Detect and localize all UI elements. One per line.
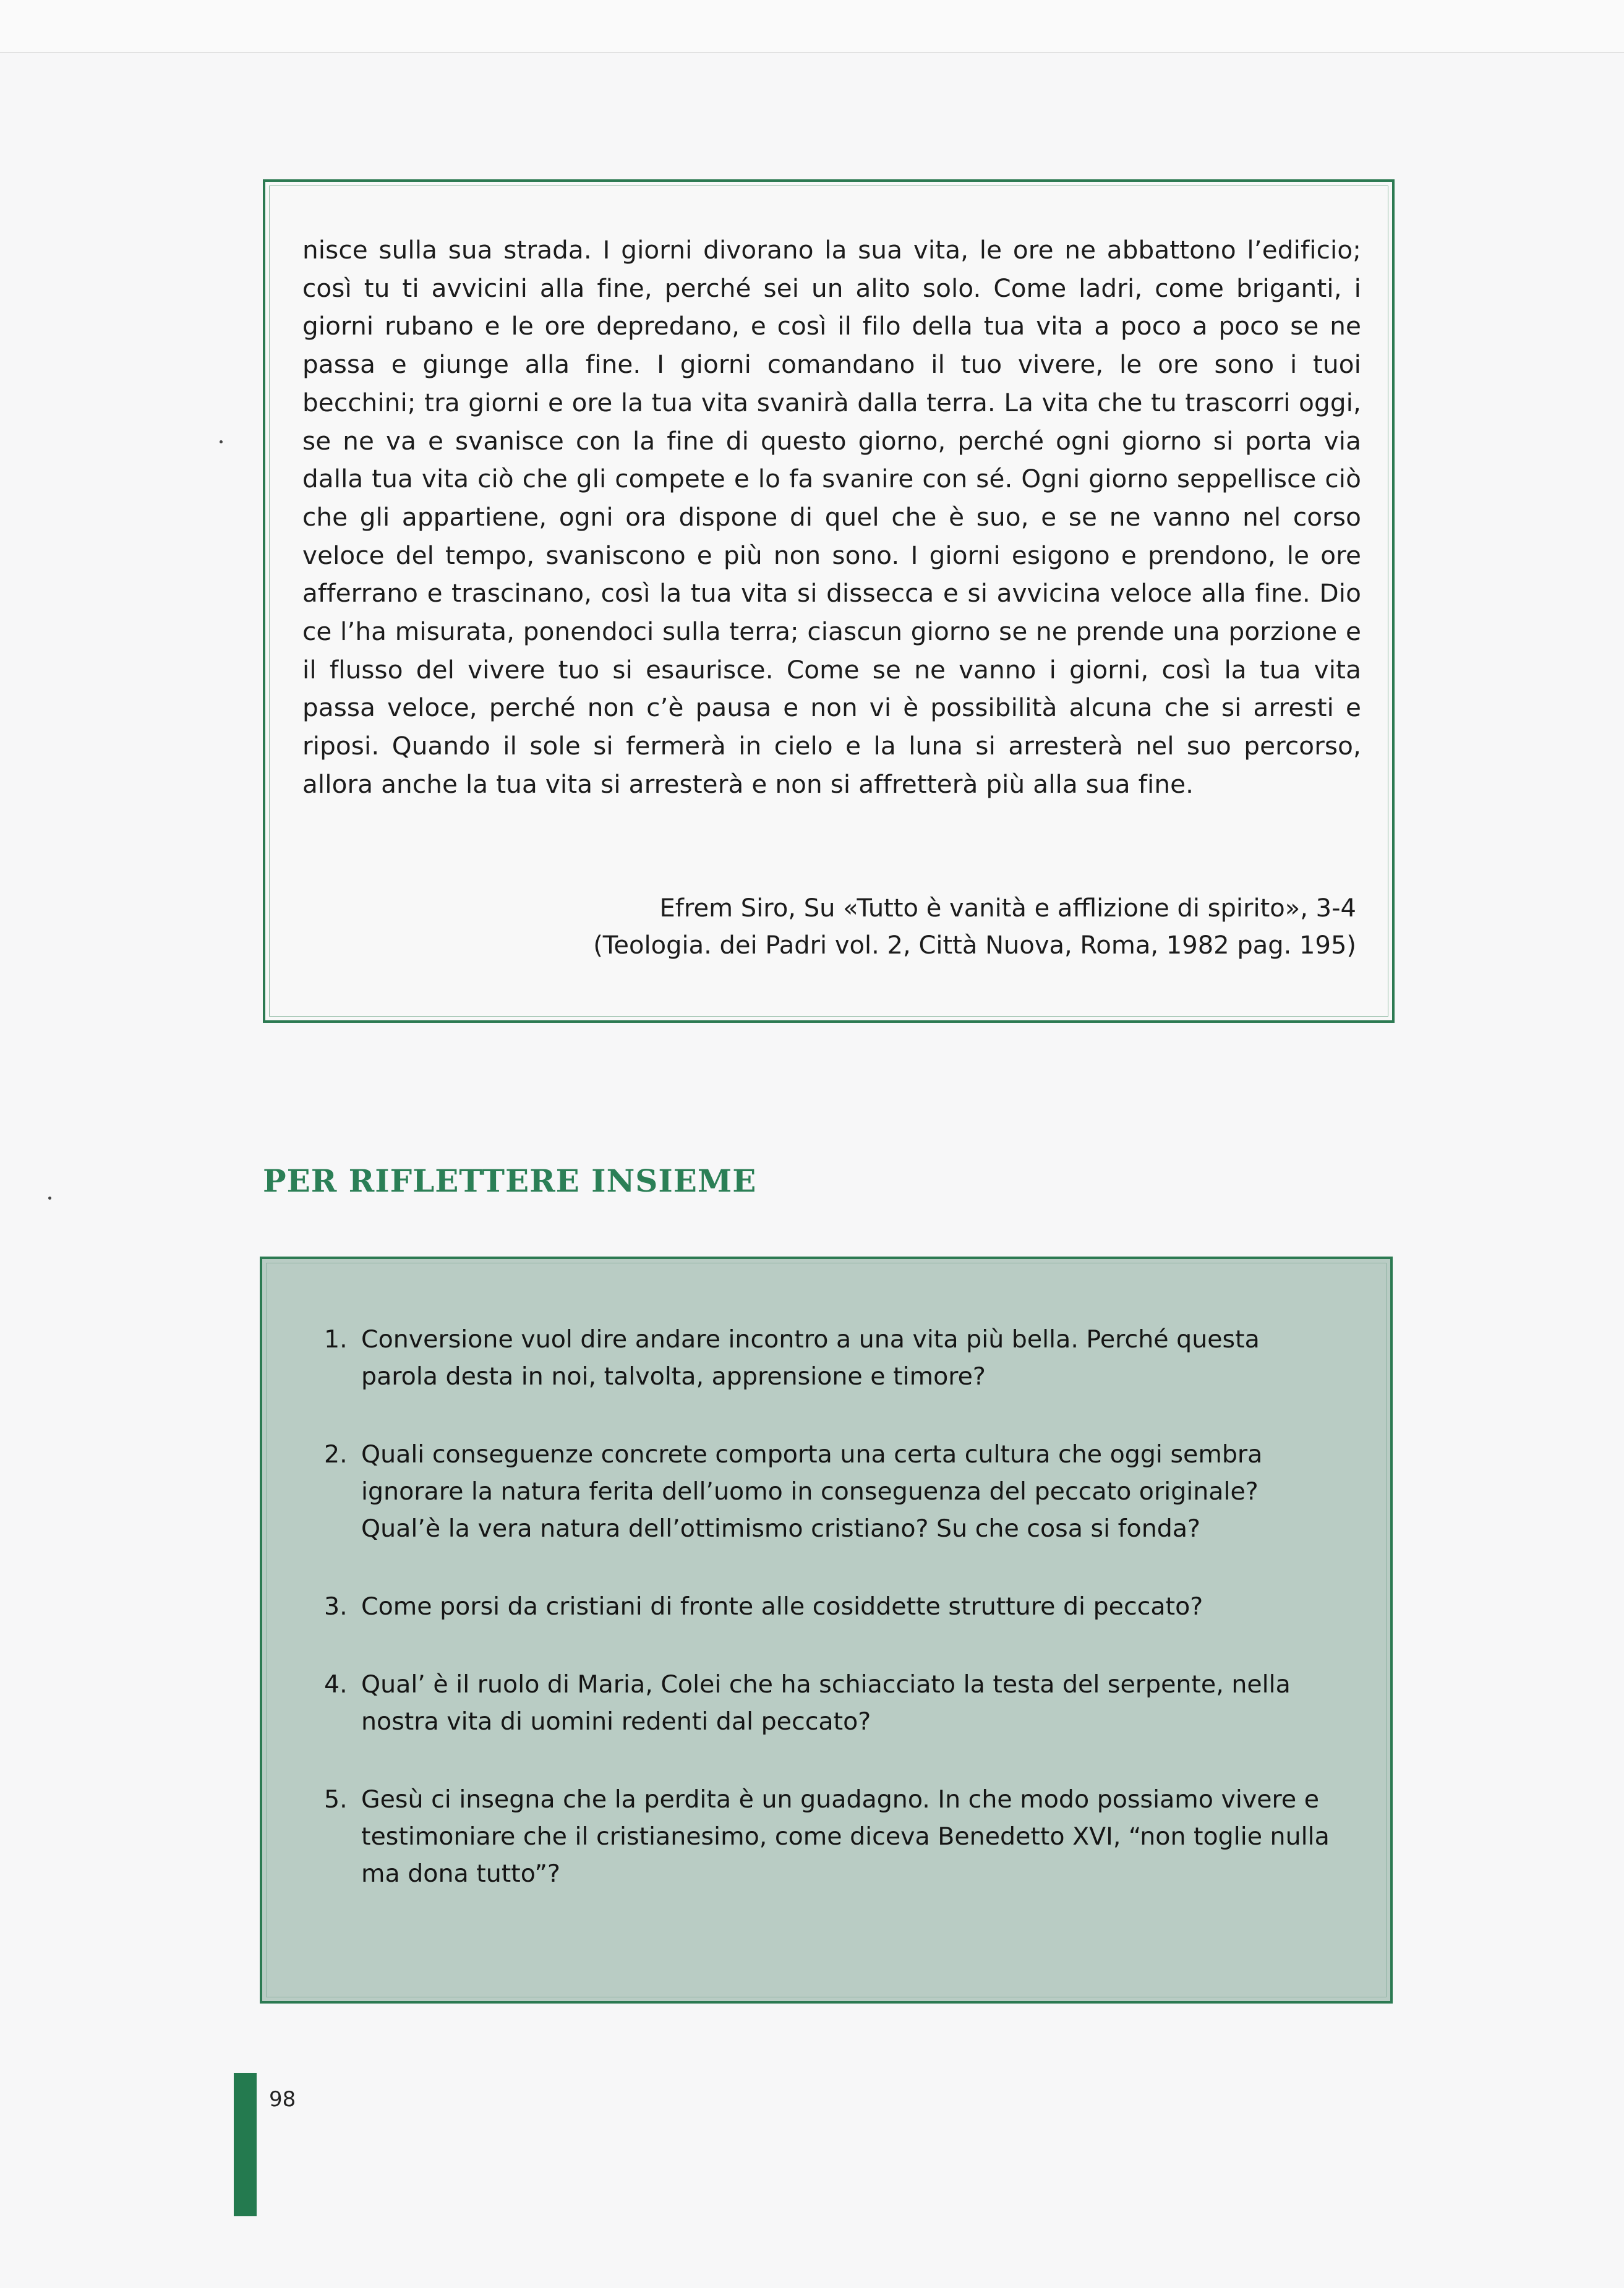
question-item: [324, 1436, 1338, 1547]
question-number: 3.: [324, 1592, 348, 1621]
question-text: Come porsi da cristiani di fronte alle cosiddette strutture di peccato?: [361, 1592, 1203, 1621]
question-item: [324, 1781, 1338, 1892]
section-title: PER RIFLETTERE INSIEME: [263, 1163, 757, 1199]
page-side-bar: [234, 2073, 257, 2216]
question-item: [324, 1666, 1338, 1740]
page-number: 98: [269, 2087, 296, 2112]
quote-citation: [593, 890, 1356, 964]
question-number: 2.: [324, 1440, 348, 1469]
question-item: [324, 1588, 1338, 1625]
scan-top-edge: [0, 0, 1624, 53]
scan-speck: [220, 440, 223, 443]
question-text: Conversione vuol dire andare incontro a una vita più bella. Perché questa parola desta in noi, talvolta, apprensione e timore?: [361, 1325, 1260, 1391]
question-item: [324, 1321, 1338, 1395]
quote-box: [263, 179, 1395, 1023]
question-number: 1.: [324, 1325, 348, 1354]
question-number: 4.: [324, 1670, 348, 1699]
scan-speck: [48, 1197, 51, 1200]
citation-line-1: Efrem Siro, Su «Tutto è vanità e afflizione di spirito», 3-4: [659, 894, 1356, 923]
questions-box: [260, 1257, 1393, 2004]
question-number: 5.: [324, 1785, 348, 1814]
quote-text: nisce sulla sua strada. I giorni divorano la sua vita, le ore ne abbattono l’edificio; così tu ti avvicini alla fine, perché sei un alito solo. Come ladri, come briganti, i giorni rubano e le ore depredano, e così il filo della tua vita a poco a poco se ne passa e giunge alla fine. I giorni comandano il tuo vivere, le ore sono i tuoi becchini; tra giorni e ore la tua vita svanirà dalla terra. La vita che tu trascorri oggi, se ne va e svanisce con la fine di questo giorno, perché ogni giorno si porta via dalla tua vita ciò che gli compete e lo fa svanire con sé. Ogni giorno seppellisce ciò che gli appartiene, ogni ora dispone di quel che è suo, e se ne vanno nel corso veloce del tempo, svaniscono e più non sono. I giorni esigono e prendono, le ore afferrano e trascinano, così la tua vita si dissecca e si avvicina veloce alla fine. Dio ce l’ha misurata, ponendoci sulla terra; ciascun giorno se ne prende una porzione e il flusso del vivere tuo si esaurisce. Come se ne vanno i giorni, così la tua vita passa veloce, perché non c’è pausa e non vi è possibilità alcuna che si arresti e riposi. Quando il sole si fermerà in cielo e la luna si arresterà nel suo percorso, allora anche la tua vita si arresterà e non si affretterà più alla sua fine.: [302, 235, 1361, 799]
question-text: Gesù ci insegna che la perdita è un guadagno. In che modo possiamo vivere e testimoniare che il cristianesimo, come diceva Benedetto XVI, “non toglie nulla ma dona tutto”?: [361, 1785, 1330, 1888]
question-text: Quali conseguenze concrete comporta una certa cultura che oggi sembra ignorare la natura ferita dell’uomo in conseguenza del peccato originale? Qual’è la vera natura dell’ottimismo cristiano? Su che cosa si fonda?: [361, 1440, 1263, 1543]
citation-line-2: (Teologia. dei Padri vol. 2, Città Nuova, Roma, 1982 pag. 195): [593, 931, 1356, 960]
questions-list: [324, 1321, 1338, 1892]
question-text: Qual’ è il ruolo di Maria, Colei che ha schiacciato la testa del serpente, nella nostra vita di uomini redenti dal peccato?: [361, 1670, 1291, 1736]
